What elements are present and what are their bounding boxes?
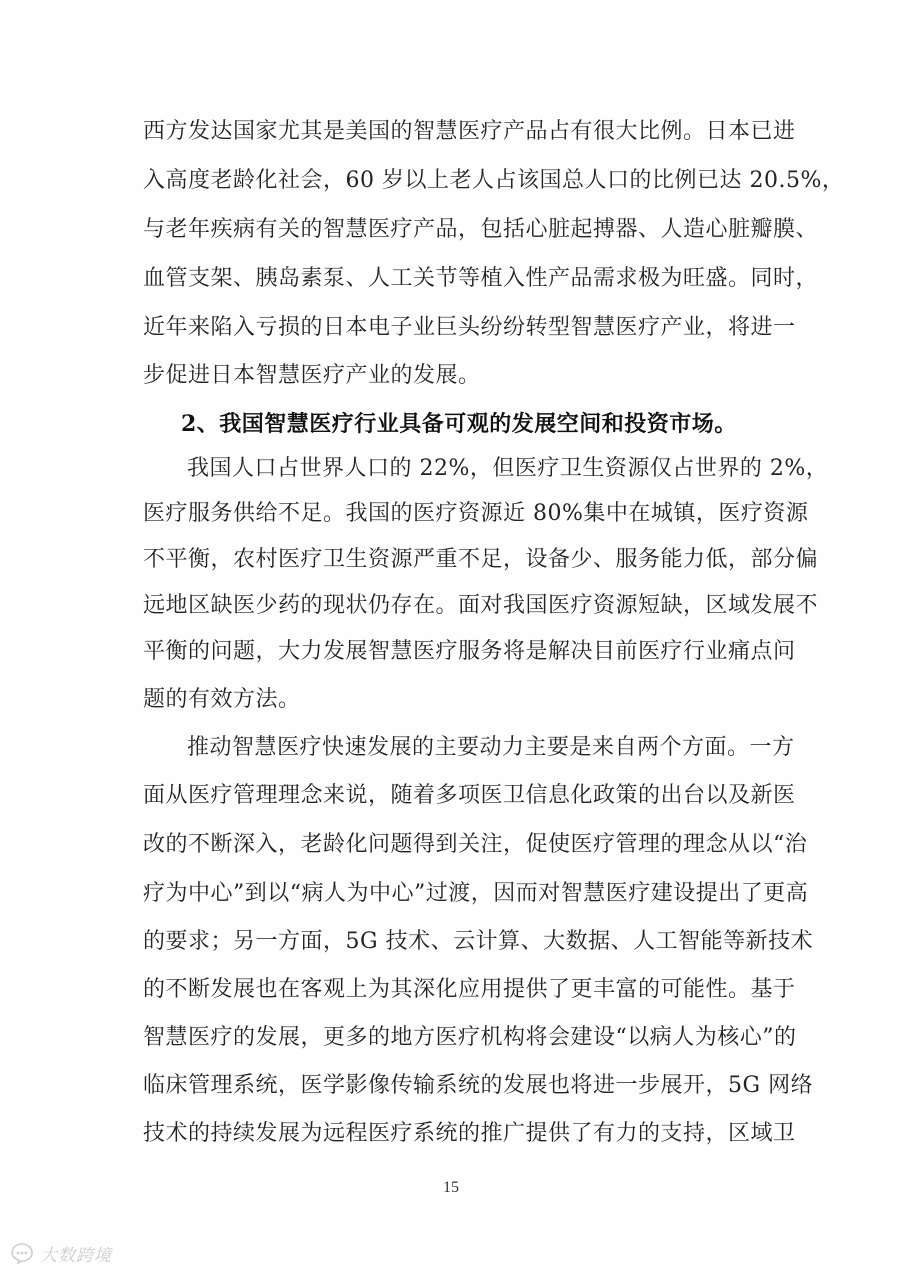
text-line: 远地区缺医少药的现状仍存在。面对我国医疗资源短缺，区域发展不 bbox=[143, 593, 819, 618]
text-line: 推动智慧医疗快速发展的主要动力主要是来自两个方面。一方 bbox=[187, 735, 795, 760]
text-line: 面从医疗管理理念来说，随着多项医卫信息化政策的出台以及新医 bbox=[143, 783, 796, 808]
text-line: 的不断发展也在客观上为其深化应用提供了更丰富的可能性。基于 bbox=[143, 977, 796, 1002]
text-line: 步促进日本智慧医疗产业的发展。 bbox=[143, 363, 481, 388]
text-line: 改的不断深入，老龄化问题得到关注，促使医疗管理的理念从以“治 bbox=[143, 832, 808, 857]
chat-bubble-logo-icon bbox=[8, 1242, 36, 1264]
text-line: 的要求；另一方面，5G 技术、云计算、大数据、人工智能等新技术 bbox=[143, 929, 814, 954]
text-line: 医疗服务供给不足。我国的医疗资源近 80%集中在城镇，医疗资源 bbox=[143, 501, 809, 526]
text-line: 题的有效方法。 bbox=[143, 687, 301, 712]
text-line: 智慧医疗的发展，更多的地方医疗机构将会建设“以病人为核心”的 bbox=[143, 1025, 797, 1050]
text-line: 不平衡，农村医疗卫生资源严重不足，设备少、服务能力低，部分偏 bbox=[143, 547, 819, 572]
section-heading: 2、我国智慧医疗行业具备可观的发展空间和投资市场。 bbox=[181, 411, 737, 437]
text-line: 血管支架、胰岛素泵、人工关节等植入性产品需求极为旺盛。同时， bbox=[143, 266, 819, 291]
text-line: 技术的持续发展为远程医疗系统的推广提供了有力的支持，区域卫 bbox=[143, 1121, 796, 1146]
text-line: 我国人口占世界人口的 22%，但医疗卫生资源仅占世界的 2%， bbox=[187, 456, 829, 481]
text-line: 近年来陷入亏损的日本电子业巨头纷纷转型智慧医疗产业，将进一 bbox=[143, 315, 796, 340]
watermark-text: 大数跨境 bbox=[40, 1245, 112, 1266]
text-line: 平衡的问题，大力发展智慧医疗服务将是解决目前医疗行业痛点问 bbox=[143, 639, 796, 664]
text-line: 入高度老龄化社会，60 岁以上老人占该国总人口的比例已达 20.5%， bbox=[143, 168, 845, 193]
text-line: 与老年疾病有关的智慧医疗产品，包括心脏起搏器、人造心脏瓣膜、 bbox=[143, 217, 819, 242]
text-line: 疗为中心”到以“病人为中心”过渡，因而对智慧医疗建设提出了更高 bbox=[143, 881, 809, 906]
text-line: 临床管理系统，医学影像传输系统的发展也将进一步展开，5G 网络 bbox=[143, 1073, 814, 1098]
watermark bbox=[8, 1240, 112, 1266]
page-number: 15 bbox=[443, 1179, 459, 1196]
text-line: 西方发达国家尤其是美国的智慧医疗产品占有很大比例。日本已进 bbox=[143, 119, 796, 144]
